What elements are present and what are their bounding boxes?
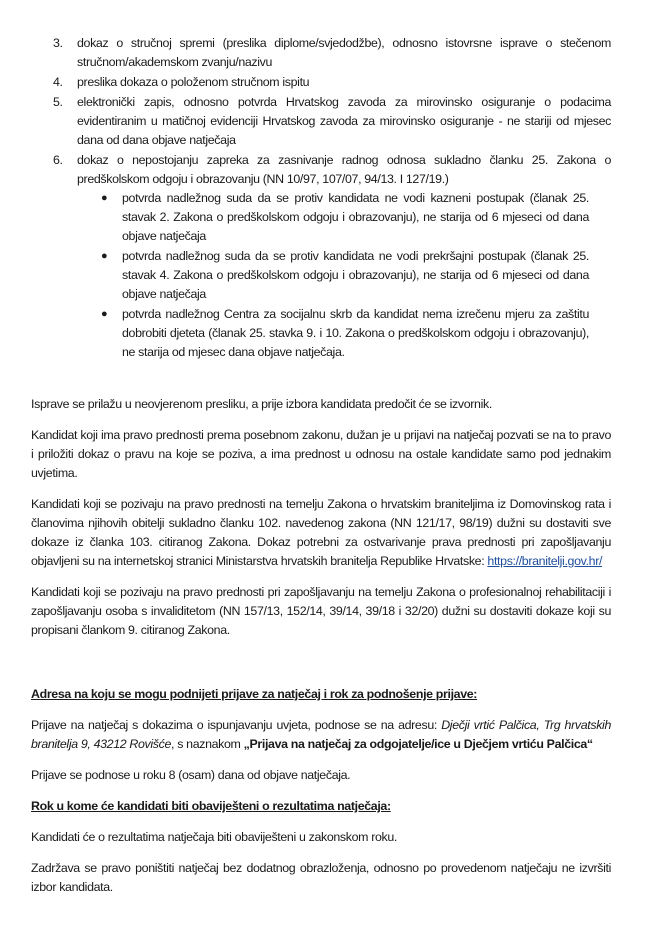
requirement-item-4 (31, 73, 611, 92)
list-number: 5. (53, 95, 63, 109)
address-paragraph (31, 716, 611, 754)
requirement-item-6 (31, 151, 611, 362)
list-number: 3. (53, 36, 63, 50)
requirement-text: dokaz o nepostojanju zapreka za zasnivanje radnog odnosa sukladno članku 25. Zakona o predškolskom odgoju i obrazovanju (NN 10/97, 107/07, 94/13. I 127/19.) (77, 153, 611, 186)
requirement-item-5 (31, 93, 611, 150)
requirement-text: preslika dokaza o položenom stručnom ispitu (77, 75, 310, 89)
requirements-list (31, 34, 611, 362)
address-heading: Adresa na koju se mogu podnijeti prijave za natječaj i rok za podnošenje prijave: (31, 687, 478, 701)
deadline-paragraph: Prijave se podnose u roku 8 (osam) dana od objave natječaja. (31, 768, 351, 782)
address-intro: Prijave na natječaj s dokazima o ispunjavanju uvjeta, podnose se na adresu: (31, 718, 442, 732)
list-number: 4. (53, 75, 63, 89)
list-number: 6. (53, 153, 63, 167)
requirement-item-3 (31, 34, 611, 72)
document-page (31, 34, 611, 897)
copies-paragraph: Isprave se prilažu u neovjerenom presliku, a prije izbora kandidata predočit će se izvornik. (31, 397, 492, 411)
address-mid: , s naznakom (171, 737, 244, 751)
sub-requirement-text: potvrda nadležnog suda da se protiv kandidata ne vodi prekršajni postupak (članak 25. stavak 4. Zakona o predškolskom odgoju i obrazovanju), ne starija od 6 mjeseci od dana objave natječaja (122, 249, 589, 301)
results-heading: Rok u kome će kandidati biti obaviješteni o rezultatima natječaja: (31, 799, 391, 813)
sub-requirement-text: potvrda nadležnog Centra za socijalnu skrb da kandidat nema izrečenu mjeru za zaštitu dobrobiti djeteta (članak 25. stavka 9. i 10. Zakona o predškolskom odgoju i obrazovanju), ne starija od mjesec dana objave natječaja. (122, 307, 589, 359)
bullet-icon: ● (101, 192, 108, 204)
sub-requirement-item (101, 189, 589, 246)
bullet-icon: ● (101, 308, 108, 320)
address-subject: „Prijava na natječaj za odgojatelje/ice u Dječjem vrtiću Palčica“ (243, 737, 593, 751)
sub-requirements-list (101, 189, 589, 362)
veterans-link[interactable]: https://branitelji.gov.hr/ (487, 554, 603, 568)
address-italic: Dječji vrtić Palčica, Trg hrvatskih branitelja 9, 43212 Rovišće (31, 718, 611, 751)
closing-paragraph: Zadržava se pravo poništiti natječaj bez dodatnog obrazloženja, odnosno po provedenom natječaju ne izvršiti izbor kandidata. (31, 861, 611, 894)
veterans-paragraph (31, 495, 611, 571)
requirement-text: dokaz o stručnoj spremi (preslika diplome/svjedodžbe), odnosno istovrsne isprave o stečenom stručnom/akademskom zvanju/nazivu (77, 36, 611, 69)
sub-requirement-item (101, 305, 589, 362)
veterans-text: Kandidati koji se pozivaju na pravo prednosti na temelju Zakona o hrvatskim braniteljima iz Domovinskog rata i članovima njihovih obitelji sukladno članku 102. navedenog zakona (NN 121/17, 98/19) dužni su dostaviti sve dokaze iz članka 103. citiranog Zakona. Dokaz potrebni za ostvarivanje prava prednosti pri zapošljavanju objavljeni su na internetskoj stranici Ministarstva hrvatskih branitelja Republike Hrvatske: (31, 497, 611, 568)
results-paragraph: Kandidati će o rezultatima natječaja biti obaviješteni u zakonskom roku. (31, 830, 398, 844)
priority-paragraph: Kandidat koji ima pravo prednosti prema posebnom zakonu, dužan je u prijavi na natječaj pozvati se na to pravo i priložiti dokaz o pravu na koje se poziva, a ima prednost u odnosu na ostale kandidate samo pod jednakim uvjetima. (31, 428, 611, 480)
sub-requirement-item (101, 247, 589, 304)
requirement-text: elektronički zapis, odnosno potvrda Hrvatskog zavoda za mirovinsko osiguranje o podacima evidentiranim u matičnoj evidenciji Hrvatskog zavoda za mirovinsko osiguranje - ne stariji od mjesec dana od dana objave natječaja (77, 95, 611, 147)
bullet-icon: ● (101, 250, 108, 262)
sub-requirement-text: potvrda nadležnog suda da se protiv kandidata ne vodi kazneni postupak (članak 25. stavak 2. Zakona o predškolskom odgoju i obrazovanju), ne starija od 6 mjeseci od dana objave natječaja (122, 191, 589, 243)
disability-paragraph: Kandidati koji se pozivaju na pravo prednosti pri zapošljavanju na temelju Zakona o profesionalnoj rehabilitaciji i zapošljavanju osoba s invaliditetom (NN 157/13, 152/14, 39/14, 39/18 i 32/20) dužni su dostaviti dokaze koji su propisani člankom 9. citiranog Zakona. (31, 585, 611, 637)
